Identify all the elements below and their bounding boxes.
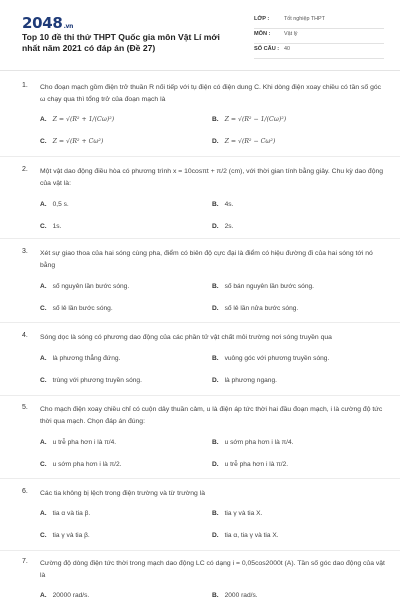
option-a[interactable] (40, 510, 90, 517)
logo-suffix: .vn (63, 23, 74, 30)
option-a[interactable] (40, 592, 89, 599)
option-text: tia γ và tia β. (52, 532, 90, 539)
option-text: trùng với phương truyền sóng. (52, 377, 142, 384)
meta-value: Tốt nghiệp THPT (284, 16, 325, 22)
option-text: số bán nguyên lần bước sóng. (224, 283, 314, 290)
page-header (0, 0, 400, 70)
option-text: u sớm pha hơn i là π/4. (224, 439, 294, 446)
option-letter: D. (212, 305, 219, 312)
option-text: 2s. (224, 223, 234, 230)
question-divider (0, 322, 400, 323)
option-b[interactable] (212, 439, 294, 446)
option-text: u trễ pha hơn i là π/2. (224, 461, 289, 468)
option-c[interactable] (40, 138, 103, 145)
option-b[interactable] (212, 510, 262, 517)
question-number: 2. (22, 166, 28, 173)
question-divider (0, 156, 400, 157)
option-b[interactable] (212, 283, 314, 290)
question-text: Sóng dọc là sóng có phương dao động của các phần tử vật chất môi trường nơi sóng truyền qua (40, 334, 332, 341)
option-text: số lẻ lần nửa bước sóng. (224, 305, 299, 312)
meta-value: 40 (284, 46, 290, 52)
option-a[interactable] (40, 283, 129, 290)
option-text: Z = √(R² + 1/(Cω)²) (52, 116, 115, 123)
question-text: Cường độ dòng điện tức thời trong mạch dao động LC có dạng i = 0,05cos2000t (A). Tần số góc dao động của vật là (40, 560, 385, 579)
option-a[interactable] (40, 201, 69, 208)
option-text: Z = √(R² + Cω²) (52, 138, 104, 145)
option-text: là phương ngang. (224, 377, 277, 384)
option-d[interactable] (212, 138, 275, 145)
option-letter: A. (40, 355, 47, 362)
option-letter: A. (40, 201, 47, 208)
question-divider (0, 395, 400, 396)
option-letter: D. (212, 138, 219, 145)
option-text: tia α, tia γ và tia X. (224, 532, 279, 539)
option-letter: C. (40, 138, 47, 145)
option-letter: A. (40, 116, 47, 123)
option-text: 4s. (224, 201, 234, 208)
option-letter: C. (40, 532, 47, 539)
option-letter: B. (212, 510, 219, 517)
option-text: u trễ pha hơn i là π/4. (52, 439, 117, 446)
option-letter: C. (40, 305, 47, 312)
question-text: Các tia không bị lệch trong điện trường và từ trường là (40, 490, 206, 497)
option-c[interactable] (40, 461, 122, 468)
header-divider (0, 70, 400, 71)
option-letter: B. (212, 201, 219, 208)
option-letter: A. (40, 283, 47, 290)
option-d[interactable] (212, 461, 288, 468)
option-text: số nguyên lần bước sóng. (52, 283, 130, 290)
option-letter: D. (212, 223, 219, 230)
option-d[interactable] (212, 305, 298, 312)
option-letter: A. (40, 439, 47, 446)
question-number: 1. (22, 82, 28, 89)
meta-label: LỚP : (254, 16, 270, 22)
question-number: 7. (22, 558, 28, 565)
option-letter: B. (212, 439, 219, 446)
option-b[interactable] (212, 355, 329, 362)
option-text: là phương thẳng đứng. (52, 355, 121, 362)
meta-row-class (254, 14, 384, 29)
question-text: Xét sự giao thoa của hai sóng cùng pha, điểm có biên độ cực đại là điểm có hiệu đường đi của hai sóng tới nó bằng (40, 250, 373, 269)
question-divider (0, 238, 400, 239)
option-text: Z = √(R² − 1/(Cω)²) (224, 116, 287, 123)
meta-row-count (254, 44, 384, 59)
option-text: u sớm pha hơn i là π/2. (52, 461, 122, 468)
question-number: 4. (22, 332, 28, 339)
option-c[interactable] (40, 305, 113, 312)
question-number: 5. (22, 404, 28, 411)
option-d[interactable] (212, 377, 277, 384)
meta-value: Vật lý (284, 31, 298, 37)
option-letter: D. (212, 377, 219, 384)
option-letter: A. (40, 592, 47, 599)
logo-main: 2048 (22, 14, 63, 32)
option-b[interactable] (212, 201, 233, 208)
option-letter: B. (212, 355, 219, 362)
option-letter: B. (212, 116, 219, 123)
option-letter: D. (212, 532, 219, 539)
question-divider (0, 550, 400, 551)
document-title: Top 10 đề thi thử THPT Quốc gia môn Vật Lí mới nhất năm 2021 có đáp án (Đề 27) (22, 32, 220, 53)
question-text: Một vật dao động điều hòa có phương trình x = 10cosπt + π/2 (cm), với thời gian tính bằng giây. Chu kỳ dao động của vật là: (40, 168, 384, 187)
question-divider (0, 478, 400, 479)
option-c[interactable] (40, 532, 90, 539)
option-d[interactable] (212, 223, 233, 230)
option-b[interactable] (212, 116, 286, 123)
option-text: số lẻ lần bước sóng. (52, 305, 113, 312)
option-letter: D. (212, 461, 219, 468)
option-a[interactable] (40, 116, 114, 123)
document-meta (254, 14, 384, 59)
option-letter: B. (212, 283, 219, 290)
option-d[interactable] (212, 532, 279, 539)
option-letter: C. (40, 223, 47, 230)
option-letter: A. (40, 510, 47, 517)
question-text: Cho đoạn mạch gồm điện trở thuần R nối tiếp với tụ điện có điện dung C. Khi dòng điện xoay chiều có tần số góc ω chạy qua thì tổng trở của đoạn mạch là (40, 84, 382, 103)
option-letter: B. (212, 592, 219, 599)
meta-label: SỐ CÂU : (254, 46, 280, 52)
option-text: 0,5 s. (52, 201, 69, 208)
meta-label: MÔN : (254, 31, 271, 37)
option-a[interactable] (40, 355, 120, 362)
question-text: Cho mạch điện xoay chiều chỉ có cuộn dây thuần cảm, u là điện áp tức thời hai đầu đoạn mạch, i là cường độ tức thời qua mạch. Chọn đáp án đúng: (40, 406, 383, 425)
question-number: 3. (22, 248, 28, 255)
option-c[interactable] (40, 223, 61, 230)
option-text: 2000 rad/s. (224, 592, 258, 599)
option-a[interactable] (40, 439, 116, 446)
option-text: vuông góc với phương truyền sóng. (224, 355, 330, 362)
option-text: tia α và tia β. (52, 510, 91, 517)
option-letter: C. (40, 377, 47, 384)
option-text: 20000 rad/s. (52, 592, 90, 599)
option-text: tia γ và tia X. (224, 510, 263, 517)
site-logo[interactable] (22, 14, 73, 32)
question-number: 6. (22, 488, 28, 495)
option-b[interactable] (212, 592, 258, 599)
option-c[interactable] (40, 377, 142, 384)
option-letter: C. (40, 461, 47, 468)
option-text: 1s. (52, 223, 62, 230)
option-text: Z = √(R² − Cω²) (224, 138, 276, 145)
meta-row-subject (254, 29, 384, 44)
